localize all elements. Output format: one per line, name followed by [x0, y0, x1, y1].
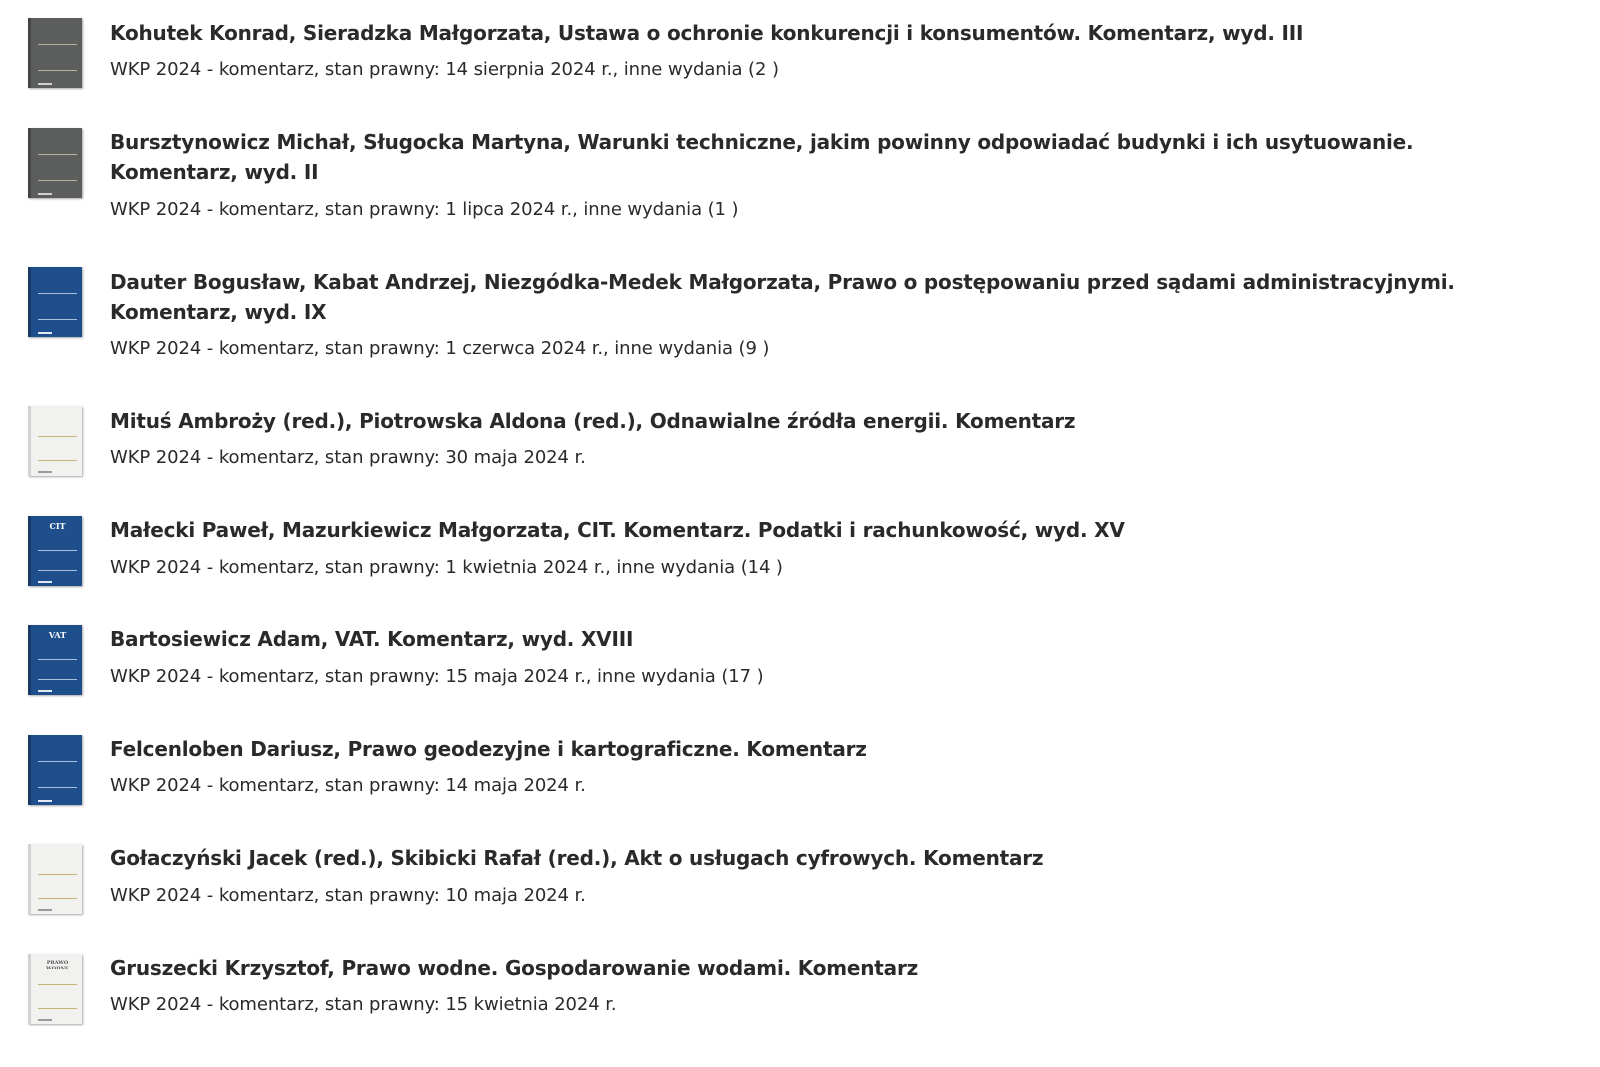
cover-decoration	[38, 70, 77, 71]
cover-decoration	[38, 690, 52, 692]
cover-decoration	[38, 679, 77, 680]
cover-decoration	[38, 761, 77, 762]
result-meta: WKP 2024 - komentarz, stan prawny: 1 kwietnia 2024 r., inne wydania (14 )	[110, 557, 783, 578]
cover-decoration	[38, 1008, 77, 1009]
result-title-link[interactable]: Bursztynowicz Michał, Sługocka Martyna, Warunki techniczne, jakim powinny odpowiadać budynki i ich usytuowanie. Komentarz, wyd. II	[110, 130, 1414, 184]
cover-decoration	[38, 154, 77, 155]
result-meta: WKP 2024 - komentarz, stan prawny: 1 lipca 2024 r., inne wydania (1 )	[110, 199, 739, 220]
cover-decoration	[38, 193, 52, 195]
book-cover-image[interactable]	[28, 128, 82, 198]
cover-decoration	[38, 319, 77, 320]
cover-decoration	[38, 984, 77, 985]
result-meta: WKP 2024 - komentarz, stan prawny: 30 maja 2024 r.	[110, 447, 586, 468]
result-meta: WKP 2024 - komentarz, stan prawny: 10 maja 2024 r.	[110, 885, 586, 906]
cover-decoration	[38, 44, 77, 45]
cover-decoration	[38, 332, 52, 334]
cover-decoration	[38, 550, 77, 551]
result-title-link[interactable]: Gruszecki Krzysztof, Prawo wodne. Gospodarowanie wodami. Komentarz	[110, 956, 919, 980]
cover-decoration	[38, 898, 77, 899]
result-title-link[interactable]: Gołaczyński Jacek (red.), Skibicki Rafał (red.), Akt o usługach cyfrowych. Komentarz	[110, 846, 1044, 870]
result-title-link[interactable]: Małecki Paweł, Mazurkiewicz Małgorzata, CIT. Komentarz. Podatki i rachunkowość, wyd. XV	[110, 518, 1125, 542]
book-cover-image[interactable]	[28, 18, 82, 88]
cover-decoration	[38, 1019, 52, 1021]
result-meta: WKP 2024 - komentarz, stan prawny: 15 maja 2024 r., inne wydania (17 )	[110, 666, 764, 687]
book-cover-image[interactable]	[28, 625, 82, 695]
cover-decoration	[38, 460, 77, 461]
result-title-link[interactable]: Felcenloben Dariusz, Prawo geodezyjne i kartograficzne. Komentarz	[110, 737, 867, 761]
cover-decoration	[38, 83, 52, 85]
result-title-link[interactable]: Mituś Ambroży (red.), Piotrowska Aldona (red.), Odnawialne źródła energii. Komentarz	[110, 409, 1076, 433]
book-cover-image[interactable]	[28, 406, 82, 476]
cover-decoration	[38, 874, 77, 875]
cover-decoration	[38, 659, 77, 660]
result-title-link[interactable]: Bartosiewicz Adam, VAT. Komentarz, wyd. XVIII	[110, 627, 634, 651]
cover-decoration	[38, 909, 52, 911]
cover-text: PRAWO WODNE	[46, 960, 69, 969]
cover-text: VAT	[48, 631, 67, 640]
result-meta: WKP 2024 - komentarz, stan prawny: 1 czerwca 2024 r., inne wydania (9 )	[110, 338, 770, 359]
cover-decoration	[38, 436, 77, 437]
book-cover-image[interactable]	[28, 267, 82, 337]
book-cover-image[interactable]	[28, 954, 82, 1024]
result-title-link[interactable]: Kohutek Konrad, Sieradzka Małgorzata, Ustawa o ochronie konkurencji i konsumentów. Komentarz, wyd. III	[110, 21, 1304, 45]
cover-decoration	[38, 581, 52, 583]
book-cover-image[interactable]	[28, 844, 82, 914]
book-cover-image[interactable]	[28, 735, 82, 805]
cover-text: CIT	[49, 522, 66, 531]
cover-decoration	[38, 180, 77, 181]
book-cover-image[interactable]	[28, 516, 82, 586]
cover-decoration	[38, 787, 77, 788]
result-meta: WKP 2024 - komentarz, stan prawny: 14 maja 2024 r.	[110, 775, 586, 796]
cover-decoration	[38, 800, 52, 802]
result-meta: WKP 2024 - komentarz, stan prawny: 15 kwietnia 2024 r.	[110, 994, 617, 1015]
result-meta: WKP 2024 - komentarz, stan prawny: 14 sierpnia 2024 r., inne wydania (2 )	[110, 59, 779, 80]
result-title-link[interactable]: Dauter Bogusław, Kabat Andrzej, Niezgódka-Medek Małgorzata, Prawo o postępowaniu przed sądami administracyjnymi. Komentarz, wyd. IX	[110, 270, 1455, 324]
cover-decoration	[38, 570, 77, 571]
cover-decoration	[38, 293, 77, 294]
cover-decoration	[38, 471, 52, 473]
